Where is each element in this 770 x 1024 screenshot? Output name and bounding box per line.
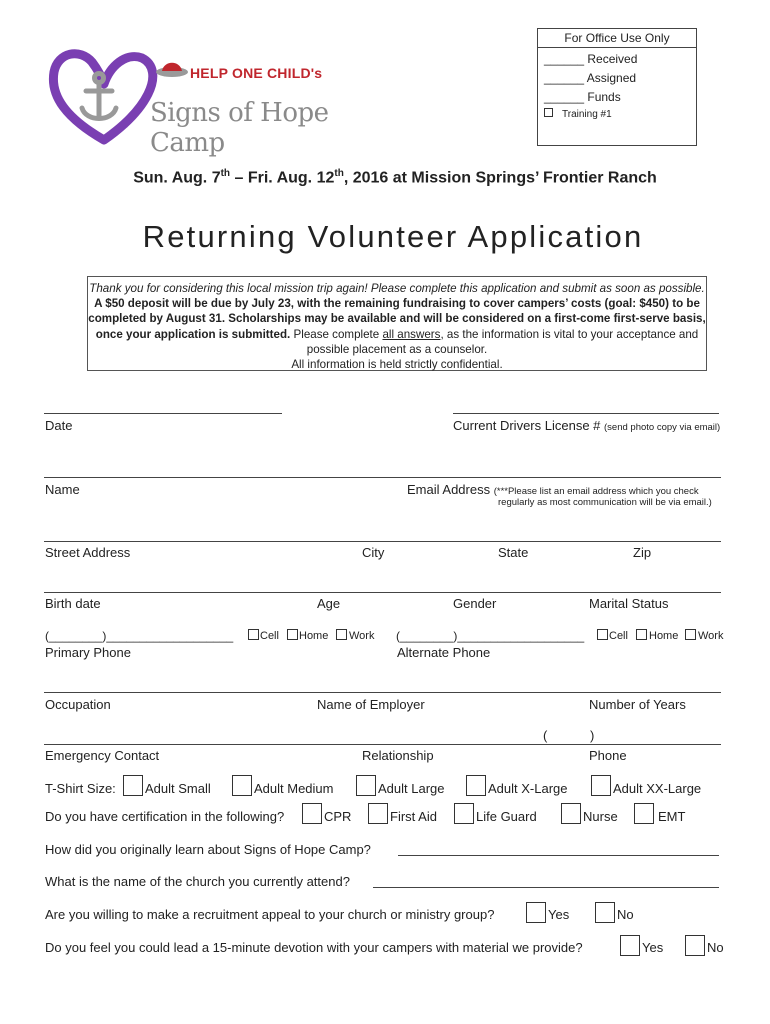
emt-checkbox[interactable] [634,803,654,824]
primary-phone-label: Primary Phone [45,645,131,660]
email-note: regularly as most communication will be via email.) [498,497,712,508]
street-label: Street Address [45,545,131,560]
name-email-line[interactable] [44,477,721,478]
office-funds: ______ Funds [544,90,621,104]
brand-name: HELP ONE CHILD's [190,65,323,81]
devotion-yes-checkbox[interactable] [620,935,640,956]
question-church: What is the name of the church you currently attend? [45,874,350,889]
devotion-no-checkbox[interactable] [685,935,705,956]
emergency-label: Emergency Contact [45,748,160,763]
question-recruitment: Are you willing to make a recruitment appeal to your church or ministry group? [45,907,495,922]
first-aid-checkbox[interactable] [368,803,388,824]
relationship-label: Relationship [362,748,434,763]
address-line[interactable] [44,541,721,542]
office-use-title: For Office Use Only [538,29,696,48]
nurse-checkbox[interactable] [561,803,581,824]
tshirt-large-checkbox[interactable] [356,775,376,796]
tshirt-small-checkbox[interactable] [123,775,143,796]
primary-home-checkbox[interactable] [287,629,298,640]
state-label: State [498,545,529,560]
primary-phone-field[interactable]: (________)___________________ [45,629,234,643]
alt-work-checkbox[interactable] [685,629,696,640]
question-learn: How did you originally learn about Signs of Hope Camp? [45,842,371,857]
intro-bold: A $50 deposit will be due by July 23, with the remaining fundraising to cover campers’ costs (goal: $450) to be completed by August 31. Scholarships may be available and will be considered on a first-come first-serve basis, once your application is submitted. [88,297,706,341]
intro-box: Thank you for considering this local mission trip again! Please complete this application and submit as soon as possible. A $50 deposit will be due by July 23, with the remaining fundraising to cover campers’ costs (goal: $450) to be completed by August 31. Scholarships may be available and will be considered on a first-come first-serve basis, once your application is submitted. Please complete all answers, as the information is vital to your acceptance and possible placement as a counselor. All information is held strictly confidential. [87,276,707,371]
primary-work-checkbox[interactable] [336,629,347,640]
camp-name: Signs of Hope Camp [150,98,329,158]
personal-line[interactable] [44,592,721,593]
office-assigned: ______ Assigned [544,71,637,85]
answer-church-line[interactable] [373,887,719,888]
office-received: ______ Received [544,52,638,66]
zip-label: Zip [633,545,652,560]
occupation-label: Occupation [45,697,111,712]
marital-label: Marital Status [589,596,669,611]
intro-italic: Thank you for considering this local mission trip again! Please complete this application and submit as soon as possible. [89,282,705,295]
tshirt-medium-checkbox[interactable] [232,775,252,796]
question-devotion: Do you feel you could lead a 15-minute devotion with your campers with material we provide? [45,940,583,955]
certs-label: Do you have certification in the following? [45,809,285,824]
event-dates: Sun. Aug. 7th – Fri. Aug. 12th, 2016 at Mission Springs’ Frontier Ranch [133,168,657,187]
tshirt-xxlarge-checkbox[interactable] [591,775,611,796]
recruitment-yes-checkbox[interactable] [526,902,546,923]
alt-cell-checkbox[interactable] [597,629,608,640]
camp-logo [46,48,366,158]
tshirt-xlarge-checkbox[interactable] [466,775,486,796]
phone-label: Phone [589,748,627,763]
alt-phone-label: Alternate Phone [397,645,491,660]
age-label: Age [317,596,341,611]
alt-home-checkbox[interactable] [636,629,647,640]
cpr-checkbox[interactable] [302,803,322,824]
occupation-line[interactable] [44,692,721,693]
employer-label: Name of Employer [317,697,425,712]
life-guard-checkbox[interactable] [454,803,474,824]
emergency-line[interactable] [44,744,721,745]
birth-label: Birth date [45,596,101,611]
alt-phone-field[interactable]: (________)___________________ [396,629,585,643]
name-label: Name [45,482,80,497]
hat-icon [154,58,190,80]
years-label: Number of Years [589,697,686,712]
city-label: City [362,545,385,560]
email-label: Email Address (***Please list an email address which you check [407,482,699,497]
license-label: Current Drivers License # (send photo copy via email) [453,418,721,433]
page-title: Returning Volunteer Application [142,219,644,254]
primary-cell-checkbox[interactable] [248,629,259,640]
gender-label: Gender [453,596,497,611]
answer-learn-line[interactable] [398,855,719,856]
training-checkbox[interactable] [544,108,553,117]
date-label: Date [45,418,73,433]
recruitment-no-checkbox[interactable] [595,902,615,923]
office-use-box [537,28,697,146]
tshirt-label: T-Shirt Size: [45,781,116,796]
heart-anchor-icon [46,48,158,148]
office-training: Training #1 [544,108,612,120]
date-line[interactable] [44,413,282,414]
license-line[interactable] [453,413,719,414]
intro-confidential: All information is held strictly confidential. [291,358,503,372]
